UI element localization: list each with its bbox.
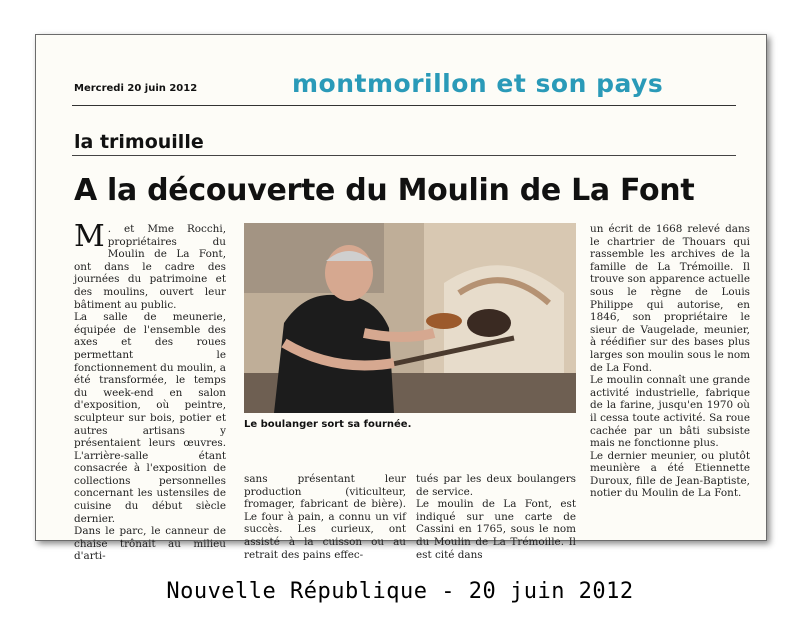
paragraph: un écrit de 1668 relevé dans le chartrier de Thouars qui rassemble les archives de la famille de La Trémoille. Il trouve son apparence actuelle sous le règne de Louis Philippe qui autorise, en 1846, son propriétaire le sieur de Vaugelade, meunier, à réédifier sur des bases plus larges son moulin sous le nom de La Fond. (590, 223, 750, 374)
section-title: montmorillon et son pays (292, 69, 664, 98)
column-4 (590, 223, 750, 500)
paragraph: Dans le parc, le canneur de chaise trônait au milieu d'arti- (74, 525, 226, 563)
baker-photo-illustration (244, 223, 576, 413)
column-1 (74, 219, 226, 563)
kicker: la trimouille (74, 131, 204, 153)
paragraph: Le moulin connaît une grande activité industrielle, fabrique de la farine, jusqu'en 1970 où il cessa toute activité. Sa roue cachée par un bâti subsiste mais ne fonctionne plus. (590, 374, 750, 450)
column-3 (416, 473, 576, 561)
baker-photo (244, 223, 576, 413)
kicker-rule (72, 155, 736, 156)
column-2 (244, 473, 406, 561)
photo-caption: Le boulanger sort sa fournée. (244, 419, 412, 430)
paragraph: sans présentant leur production (viticulteur, fromager, fabricant de bière). Le four à pain, a connu un vif succès. Les curieux, ont assisté à la cuisson ou au retrait des pains effec- (244, 473, 406, 561)
dropcap: M (74, 219, 105, 254)
paragraph: Le moulin de La Font, est indiqué sur une carte de Cassini en 1765, sous le nom du Moulin de La Trémoille. Il est cité dans (416, 498, 576, 561)
header-rule (72, 105, 736, 106)
newspaper-clipping (35, 34, 767, 563)
paragraph: tués par les deux boulangers de service. (416, 473, 576, 498)
footer-caption: Nouvelle République - 20 juin 2012 (166, 579, 634, 604)
paragraph: La salle de meunerie, équipée de l'ensemble des axes et des roues permettant le fonctionnement du moulin, a été transformée, le temps du week-end en salon d'exposition, où peintre, sculpteur sur bois, potier et autres artisans y présentaient leurs œuvres. L'arrière-salle étant consacrée à l'exposition de collections personnelles concernant les ustensiles de cuisine du début siècle dernier. (74, 311, 226, 525)
headline: A la découverte du Moulin de La Font (74, 173, 695, 208)
publication-date: Mercredi 20 juin 2012 (74, 83, 198, 94)
paragraph: Le dernier meunier, ou plutôt meunière a été Etiennette Duroux, fille de Jean-Baptiste, notier du Moulin de La Font. (590, 449, 750, 500)
clipping-content (72, 55, 750, 563)
paragraph (74, 219, 226, 311)
paragraph-text: . et Mme Rocchi, propriétaires du Moulin de La Font, ont dans le cadre des journées du patrimoine et des moulins, ouvert leur bâtiment au public. (74, 223, 226, 311)
